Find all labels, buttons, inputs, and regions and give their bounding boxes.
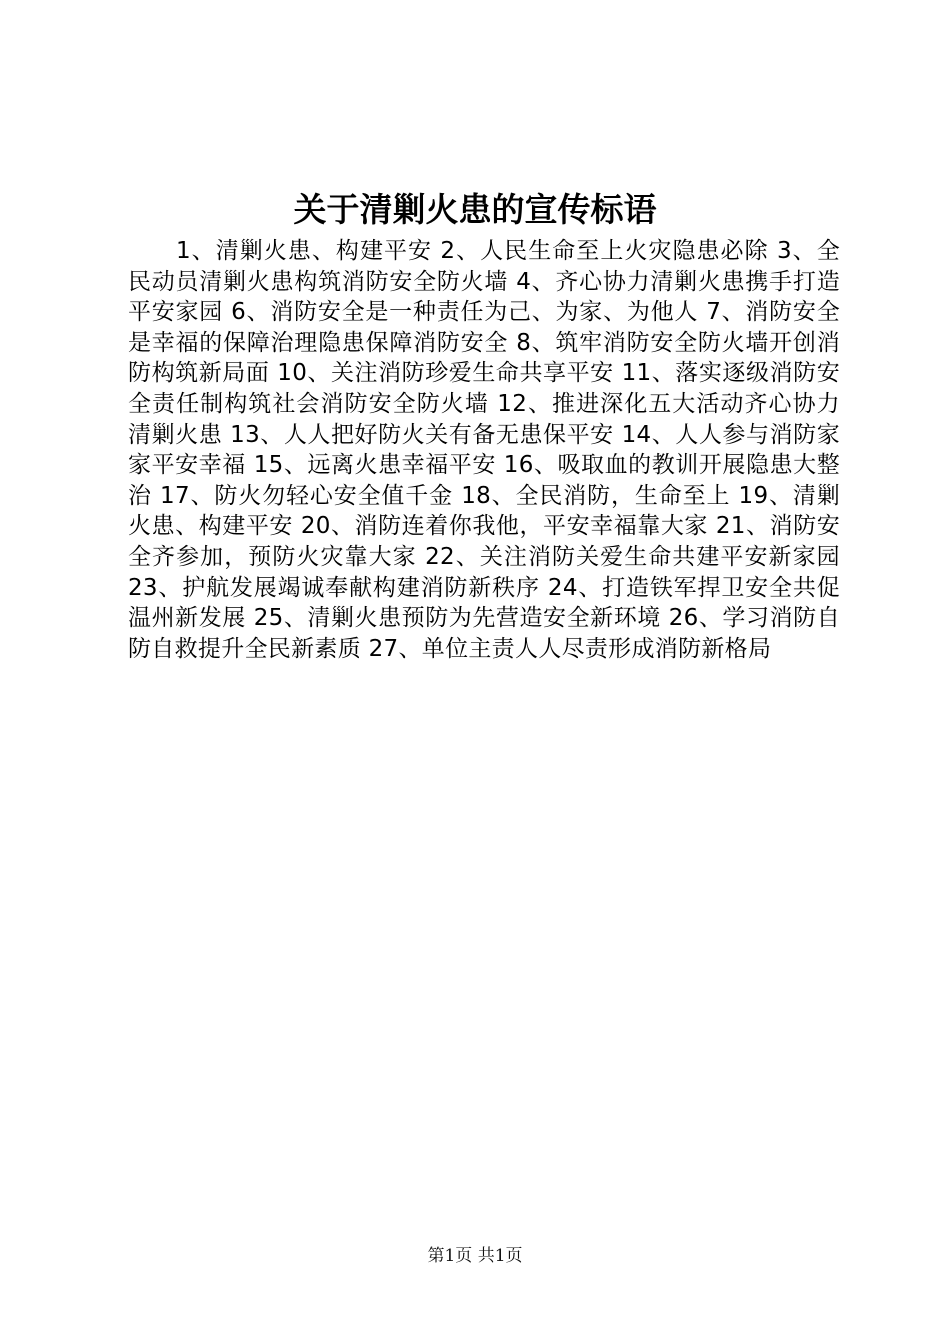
document-body: 1、清剿火患、构建平安 2、人民生命至上火灾隐患必除 3、全民动员清剿火患构筑消防安全防火墙 4、齐心协力清剿火患携手打造平安家园 6、消防安全是一种责任为己、为家、为他人 7、消防安全是幸福的保障治理隐患保障消防安全 8、筑牢消防安全防火墙开创消防构筑新局面 10、关注消防珍爱生命共享平安 11、落实逐级消防安全责任制构筑社会消防安全防火墙 12、推进深化五大活动齐心协力清剿火患 13、人人把好防火关有备无患保平安 14、人人参与消防家家平安幸福 15、远离火患幸福平安 16、吸取血的教训开展隐患大整治 17、防火勿轻心安全值千金 18、全民消防，生命至上 19、清剿火患、构建平安 20、消防连着你我他，平安幸福靠大家 21、消防安全齐参加，预防火灾靠大家 22、关注消防关爱生命共建平安新家园 23、护航发展竭诚奉献构建消防新秩序 24、打造铁军捍卫安全共促温州新发展 25、清剿火患预防为先营造安全新环境 26、学习消防自防自救提升全民新素质 27、单位主责人人尽责形成消防新格局 <box>128 238 840 662</box>
page-footer: 第1页 共1页 <box>427 1246 523 1266</box>
document-title: 关于清剿火患的宣传标语 <box>293 190 657 229</box>
